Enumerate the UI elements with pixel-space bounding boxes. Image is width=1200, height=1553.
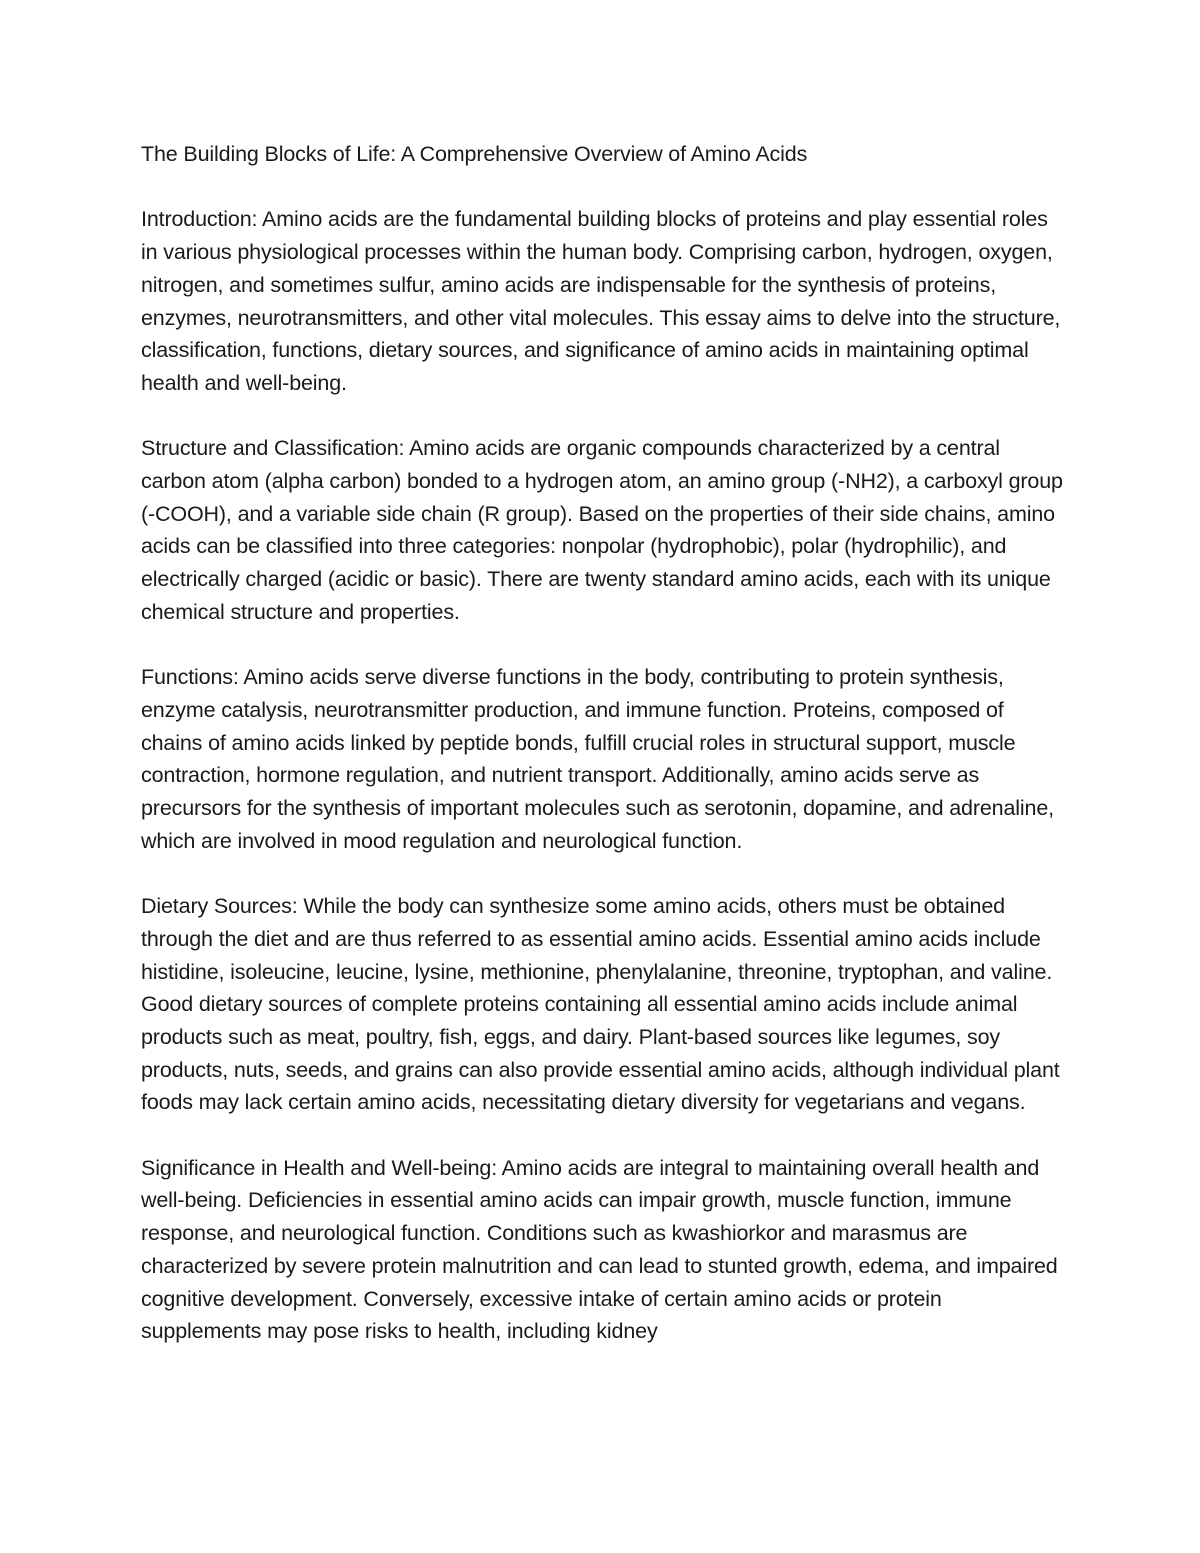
paragraph-structure-classification: Structure and Classification: Amino acids are organic compounds characterized by a central carbon atom (alpha carbon) bonded to a hydrogen atom, an amino group (-NH2), a carboxyl group (-COOH), and a variable side chain (R group). Based on the properties of their side chains, amino acids can be classified into three categories: nonpolar (hydrophobic), polar (hydrophilic), and electrically charged (acidic or basic). There are twenty standard amino acids, each with its unique chemical structure and properties. (141, 436, 1063, 624)
paragraph-functions: Functions: Amino acids serve diverse functions in the body, contributing to protein synthesis, enzyme catalysis, neurotransmitter production, and immune function. Proteins, composed of chains of amino acids linked by peptide bonds, fulfill crucial roles in structural support, muscle contraction, hormone regulation, and nutrient transport. Additionally, amino acids serve as precursors for the synthesis of important molecules such as serotonin, dopamine, and adrenaline, which are involved in mood regulation and neurological function. (141, 665, 1054, 853)
paragraph-significance: Significance in Health and Well-being: Amino acids are integral to maintaining overall health and well-being. Deficiencies in essential amino acids can impair growth, muscle function, immune response, and neurological function. Conditions such as kwashiorkor and marasmus are characterized by severe protein malnutrition and can lead to stunted growth, edema, and impaired cognitive development. Conversely, excessive intake of certain amino acids or protein supplements may pose risks to health, including kidney (141, 1155, 1058, 1344)
paragraph-introduction: Introduction: Amino acids are the fundamental building blocks of proteins and play essential roles in various physiological processes within the human body. Comprising carbon, hydrogen, oxygen, nitrogen, and sometimes sulfur, amino acids are indispensable for the synthesis of proteins, enzymes, neurotransmitters, and other vital molecules. This essay aims to delve into the structure, classification, functions, dietary sources, and significance of amino acids in maintaining optimal health and well-being. (141, 207, 1061, 395)
paragraph-dietary-sources: Dietary Sources: While the body can synthesize some amino acids, others must be obtained through the diet and are thus referred to as essential amino acids. Essential amino acids include histidine, isoleucine, leucine, lysine, methionine, phenylalanine, threonine, tryptophan, and valine. Good dietary sources of complete proteins containing all essential amino acids include animal products such as meat, poultry, fish, eggs, and dairy. Plant-based sources like legumes, soy products, nuts, seeds, and grains can also provide essential amino acids, although individual plant foods may lack certain amino acids, necessitating dietary diversity for vegetarians and vegans. (141, 894, 1060, 1115)
document-title: The Building Blocks of Life: A Comprehensive Overview of Amino Acids (141, 142, 808, 166)
document-body (141, 138, 1066, 1348)
